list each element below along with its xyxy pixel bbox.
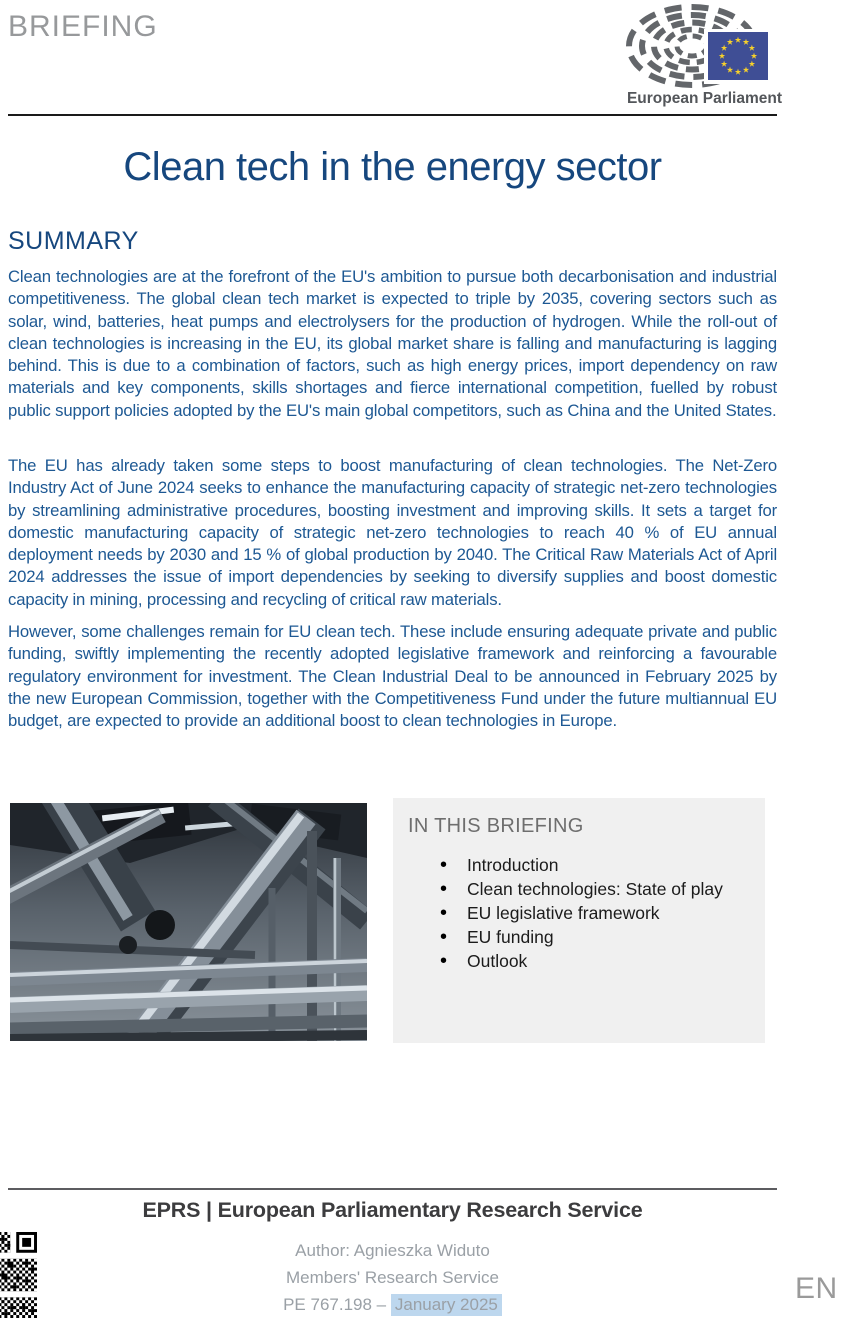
page-title: Clean tech in the energy sector (123, 145, 662, 189)
header-divider (8, 114, 777, 116)
language-label: EN (795, 1272, 838, 1305)
author-line: Author: Agnieszka Widuto (295, 1241, 490, 1260)
document-type-label: BRIEFING (8, 10, 158, 43)
toc-item-introduction: • Introduction (440, 853, 765, 877)
european-parliament-logo-icon (622, 2, 780, 88)
in-this-briefing-heading: IN THIS BRIEFING (408, 815, 584, 837)
summary-paragraph-3: However, some challenges remain for EU clean tech. These include ensuring adequate private and public funding, swiftly implementing the recently adopted legislative framework and reinforcing a favourable regulatory environment for investment. The Clean Industrial Deal to be announced in February 2025 by the new European Commission, together with the Competitiveness Fund under the future multiannual EU budget, are expected to provide an additional boost to clean technologies in Europe. (8, 622, 777, 731)
table-of-contents (440, 853, 765, 973)
pe-number: PE 767.198 – (283, 1295, 391, 1314)
toc-item-clean-technologies: • Clean technologies: State of play (440, 877, 765, 901)
industrial-pipes-photo (10, 803, 367, 1041)
logo-caption: European Parliament (626, 90, 782, 107)
summary-paragraph-1: Clean technologies are at the forefront of the EU's ambition to pursue both decarbonisation and industrial competitiveness. The global clean tech market is expected to triple by 2035, covering sectors such as solar, wind, batteries, heat pumps and electrolysers for the production of hydrogen. While the roll-out of clean technologies is increasing in the EU, its global market share is falling and manufacturing is lagging behind. This is due to a combination of factors, such as high energy prices, import dependency on raw materials and key components, skills shortages and fierce international competition, fuelled by robust public support policies adopted by the EU's main global competitors, such as China and the United States. (8, 267, 777, 420)
toc-item-eu-legislative-framework: • EU legislative framework (440, 901, 765, 925)
summary-heading: SUMMARY (8, 227, 139, 255)
publication-date-highlight: January 2025 (391, 1294, 502, 1316)
pe-number-line (8, 1295, 777, 1315)
summary-paragraph-2: The EU has already taken some steps to boost manufacturing of clean technologies. The Net-Zero Industry Act of June 2024 seeks to enhance the manufacturing capacity of strategic net-zero technologies by streamlining administrative procedures, boosting investment and improving skills. It sets a target for domestic manufacturing capacity of strategic net-zero technologies to reach 40 % of EU annual deployment needs by 2030 and 15 % of global production by 2040. The Critical Raw Materials Act of April 2024 addresses the issue of import dependencies by seeking to diversify supplies and boost domestic capacity in mining, processing and recycling of critical raw materials. (8, 456, 777, 609)
eprs-service-title: EPRS | European Parliamentary Research Service (142, 1198, 643, 1222)
in-this-briefing-box (393, 798, 765, 1043)
members-research-service-line: Members' Research Service (286, 1268, 499, 1287)
toc-item-eu-funding: • EU funding (440, 925, 765, 949)
toc-item-outlook: • Outlook (440, 949, 765, 973)
footer-divider (8, 1188, 777, 1190)
